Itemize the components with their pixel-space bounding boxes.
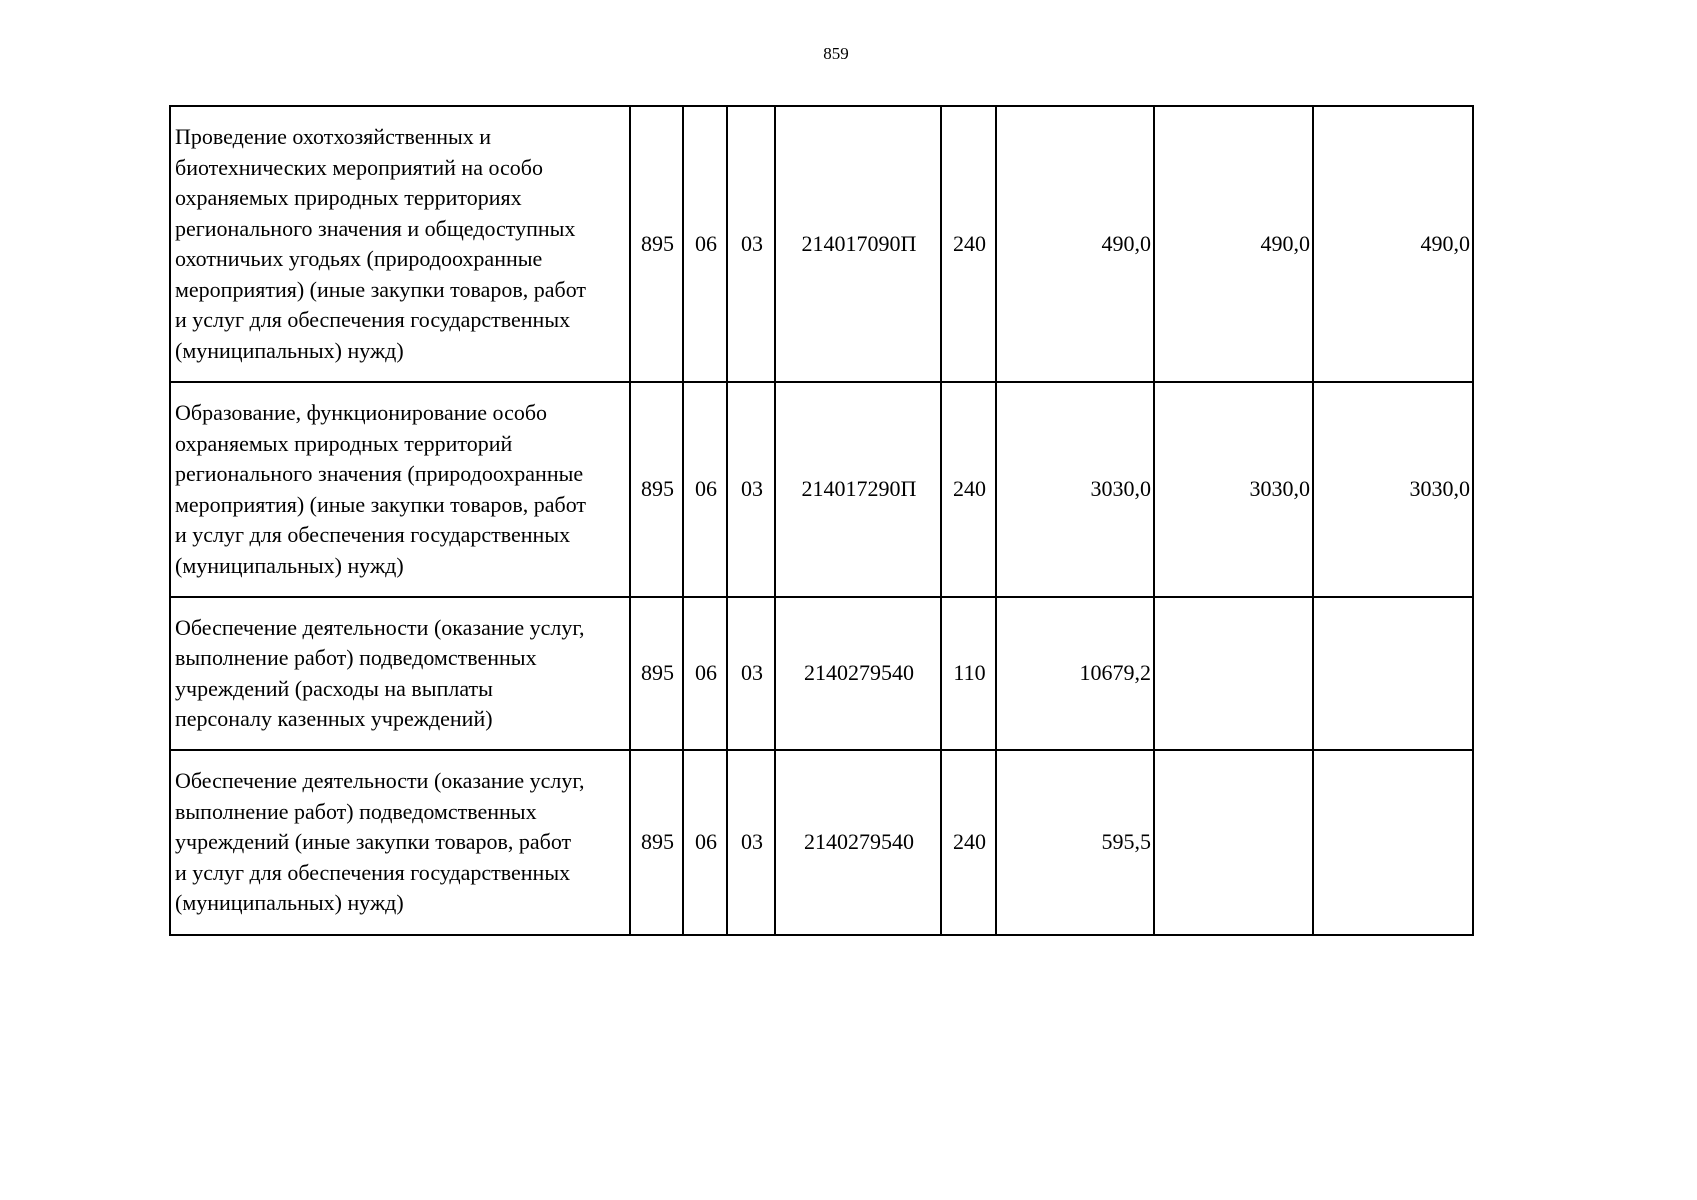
target-article-code: 214017290П: [775, 382, 941, 597]
row-description: Обеспечение деятельности (оказание услуг, выполнение работ) подведомственных учреждений (иные закупки товаров, работ и услуг для обеспечения государственных (муниципальных) нужд): [170, 750, 630, 935]
table-row: [170, 106, 1473, 382]
page-number: 859: [823, 44, 849, 63]
amount-year-2: [1154, 597, 1313, 750]
section-code: 06: [683, 382, 727, 597]
subsection-code: 03: [727, 597, 775, 750]
subsection-code: 03: [727, 750, 775, 935]
target-article-code: 2140279540: [775, 597, 941, 750]
section-code: 06: [683, 106, 727, 382]
table-row: [170, 750, 1473, 935]
row-description: Обеспечение деятельности (оказание услуг, выполнение работ) подведомственных учреждений (расходы на выплаты персоналу казенных учреждений): [170, 597, 630, 750]
expense-type-code: 240: [941, 106, 996, 382]
ministry-code: 895: [630, 597, 683, 750]
ministry-code: 895: [630, 382, 683, 597]
section-code: 06: [683, 750, 727, 935]
amount-year-2: 3030,0: [1154, 382, 1313, 597]
expense-type-code: 110: [941, 597, 996, 750]
ministry-code: 895: [630, 750, 683, 935]
table-row: [170, 597, 1473, 750]
amount-year-3: 490,0: [1313, 106, 1473, 382]
subsection-code: 03: [727, 106, 775, 382]
amount-year-3: [1313, 750, 1473, 935]
target-article-code: 2140279540: [775, 750, 941, 935]
amount-year-3: [1313, 597, 1473, 750]
amount-year-3: 3030,0: [1313, 382, 1473, 597]
amount-year-1: 3030,0: [996, 382, 1154, 597]
table-row: [170, 382, 1473, 597]
amount-year-1: 595,5: [996, 750, 1154, 935]
subsection-code: 03: [727, 382, 775, 597]
amount-year-1: 490,0: [996, 106, 1154, 382]
row-description: Проведение охотхозяйственных и биотехнических мероприятий на особо охраняемых природных территориях регионального значения и общедоступных охотничьих угодьях (природоохранные мероприятия) (иные закупки товаров, работ и услуг для обеспечения государственных (муниципальных) нужд): [170, 106, 630, 382]
amount-year-2: 490,0: [1154, 106, 1313, 382]
ministry-code: 895: [630, 106, 683, 382]
amount-year-1: 10679,2: [996, 597, 1154, 750]
budget-table: [169, 105, 1474, 936]
section-code: 06: [683, 597, 727, 750]
target-article-code: 214017090П: [775, 106, 941, 382]
amount-year-2: [1154, 750, 1313, 935]
expense-type-code: 240: [941, 382, 996, 597]
expense-type-code: 240: [941, 750, 996, 935]
row-description: Образование, функционирование особо охраняемых природных территорий регионального значения (природоохранные мероприятия) (иные закупки товаров, работ и услуг для обеспечения государственных (муниципальных) нужд): [170, 382, 630, 597]
